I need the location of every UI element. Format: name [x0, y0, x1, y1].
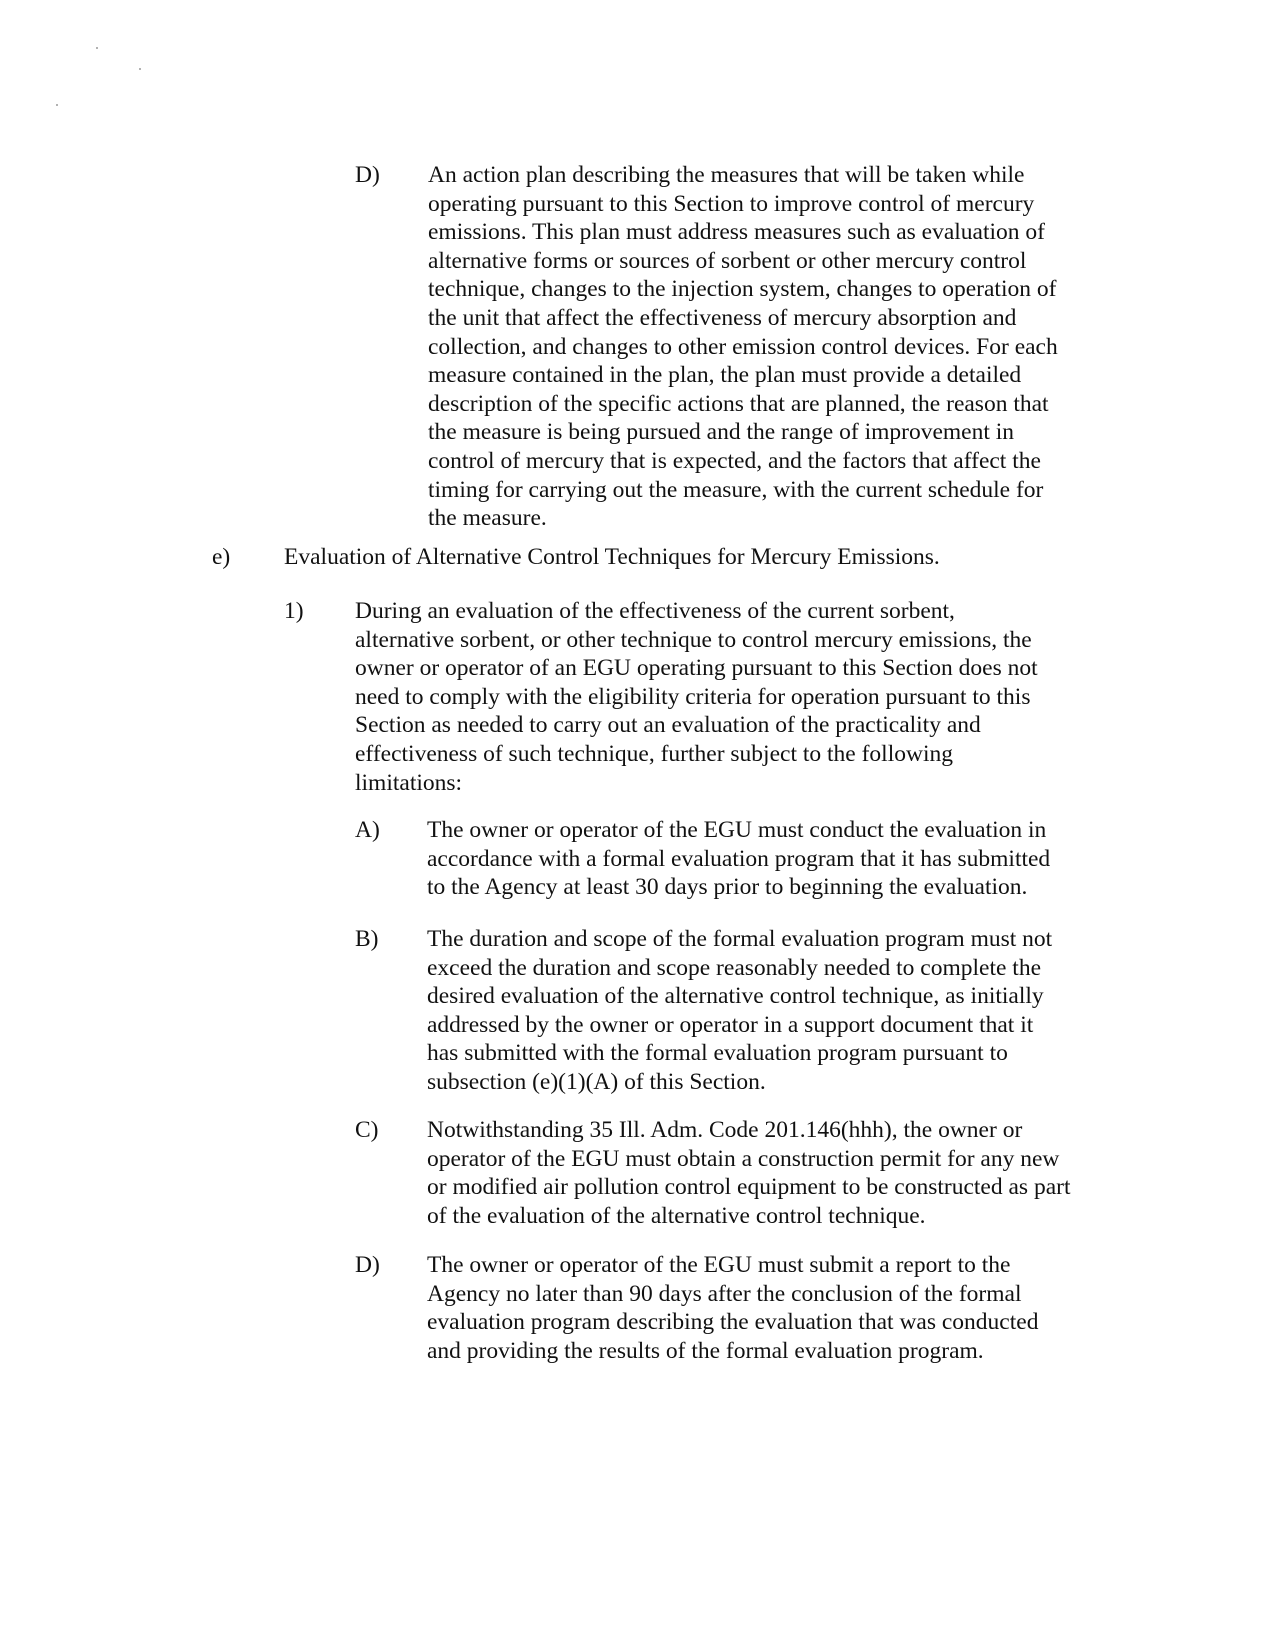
item-label: 1) [284, 598, 304, 624]
paragraph-b-duration-scope [355, 925, 1075, 1097]
item-label: D) [355, 1252, 380, 1278]
paragraph-d-action-plan [355, 161, 1075, 532]
scan-speck [139, 68, 141, 70]
paragraph-1-evaluation [284, 597, 1074, 797]
paragraph-d-report [355, 1251, 1075, 1367]
item-text: During an evaluation of the effectiveness of the current sorbent, alternative sorbent, or other technique to control mercury emissions, the owner or operator of an EGU operating pursuant to this Section does not need to comply with the eligibility criteria for operation pursuant to this Section as needed to carry out an evaluation of the practicality and effectiveness of such technique, further subject to the following limitations: [355, 598, 1038, 796]
paragraph-a-formal-program [355, 816, 1075, 906]
item-text: The owner or operator of the EGU must conduct the evaluation in accordance with a formal evaluation program that it has submitted to the Agency at least 30 days prior to beginning the evaluation. [427, 817, 1051, 901]
item-text: An action plan describing the measures that will be taken while operating pursuant to this Section to improve control of mercury emissions. This plan must address measures such as evaluation of alternative forms or sources of sorbent or other mercury control technique, changes to the injection system, changes to operation of the unit that affect the effectiveness of mercury absorption and collection, and changes to other emission control devices. For each measure contained in the plan, the plan must provide a detailed description of the specific actions that are planned, the reason that the measure is being pursued and the range of improvement in control of mercury that is expected, and the factors that affect the timing for carrying out the measure, with the current schedule for the measure. [428, 162, 1058, 532]
item-text: The owner or operator of the EGU must submit a report to the Agency no later than 90 days after the conclusion of the formal evaluation program describing the evaluation that was conducted and providing the results of the formal evaluation program. [427, 1252, 1039, 1364]
item-text: Evaluation of Alternative Control Techniques for Mercury Emissions. [284, 544, 940, 570]
item-label: A) [355, 817, 380, 843]
item-label: B) [355, 926, 379, 952]
item-label: C) [355, 1117, 379, 1143]
section-e-heading [212, 543, 1012, 573]
scan-speck [56, 104, 58, 106]
item-text: The duration and scope of the formal evaluation program must not exceed the duration and scope reasonably needed to complete the desired evaluation of the alternative control technique, as initially addressed by the owner or operator in a support document that it has submitted with the formal evaluation program pursuant to subsection (e)(1)(A) of this Section. [427, 926, 1053, 1095]
scan-speck [96, 47, 98, 49]
item-label: e) [212, 544, 231, 570]
item-label: D) [355, 162, 380, 188]
paragraph-c-construction-permit [355, 1116, 1075, 1232]
item-text: Notwithstanding 35 Ill. Adm. Code 201.146(hhh), the owner or operator of the EGU must obtain a construction permit for any new or modified air pollution control equipment to be constructed as part of the evaluation of the alternative control technique. [427, 1117, 1071, 1229]
